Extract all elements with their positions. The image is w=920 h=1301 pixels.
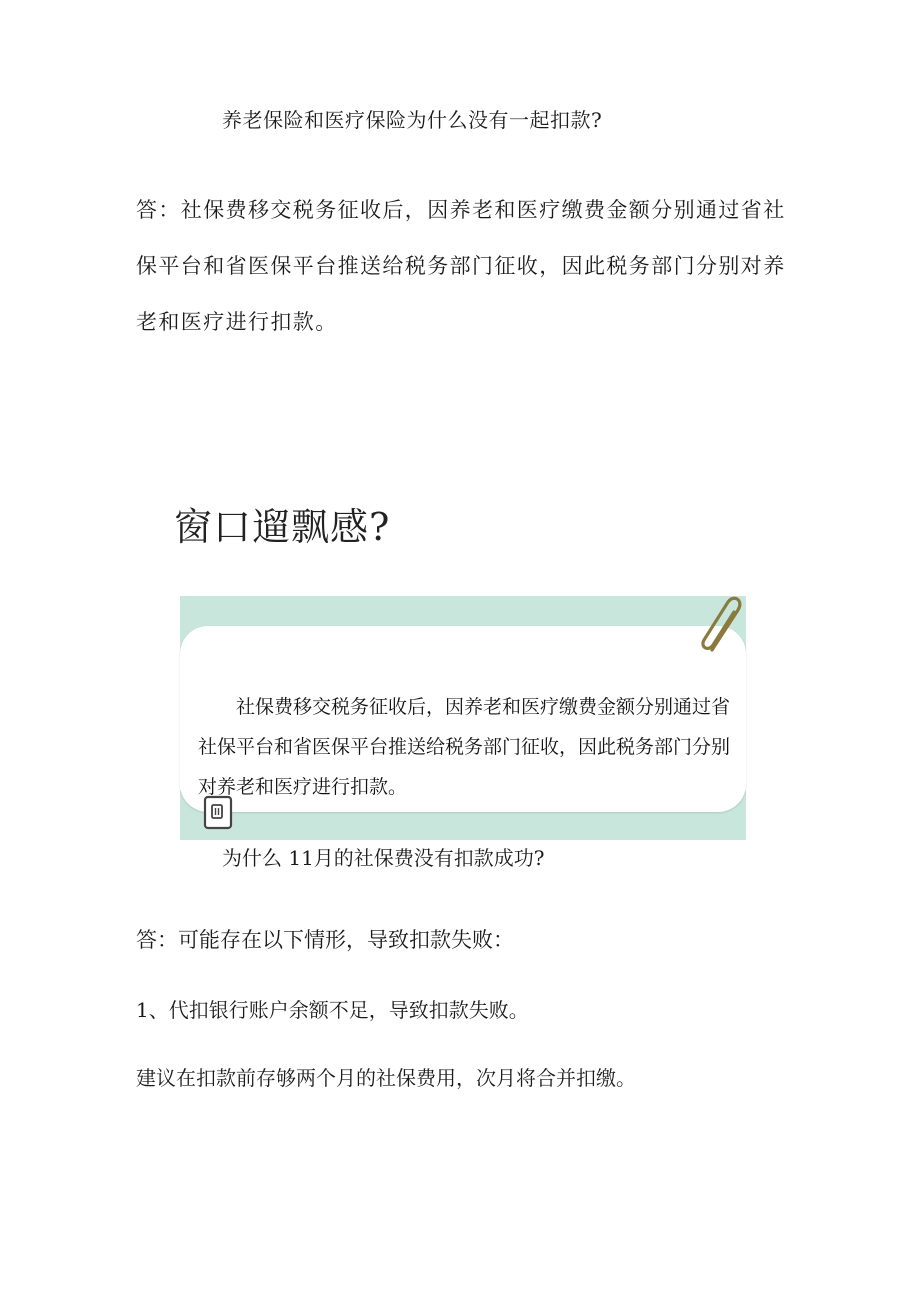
reason-item-1: 1、代扣银行账户余额不足，导致扣款失败。 <box>136 998 529 1022</box>
note-card <box>180 596 746 840</box>
section-title: 窗口遛飘感? <box>174 505 391 549</box>
advice-text: 建议在扣款前存够两个月的社保费用，次月将合并扣缴。 <box>136 1066 636 1090</box>
answer-2: 答：可能存在以下情形，导致扣款失败： <box>136 928 514 952</box>
question-2: 为什么 11月的社保费没有扣款成功? <box>222 846 545 870</box>
paperclip-icon <box>694 592 750 656</box>
card-text: 社保费移交税务征收后，因养老和医疗缴费金额分别通过省社保平台和省医保平台推送给税务部门征收，因此税务部门分别对养老和医疗进行扣款。 <box>198 696 731 798</box>
answer-1: 答：社保费移交税务征收后，因养老和医疗缴费金额分别通过省社保平台和省医保平台推送给税务部门征收，因此税务部门分别对养老和医疗进行扣款。 <box>136 198 786 334</box>
question-1: 养老保险和医疗保险为什么没有一起扣款? <box>222 108 603 132</box>
